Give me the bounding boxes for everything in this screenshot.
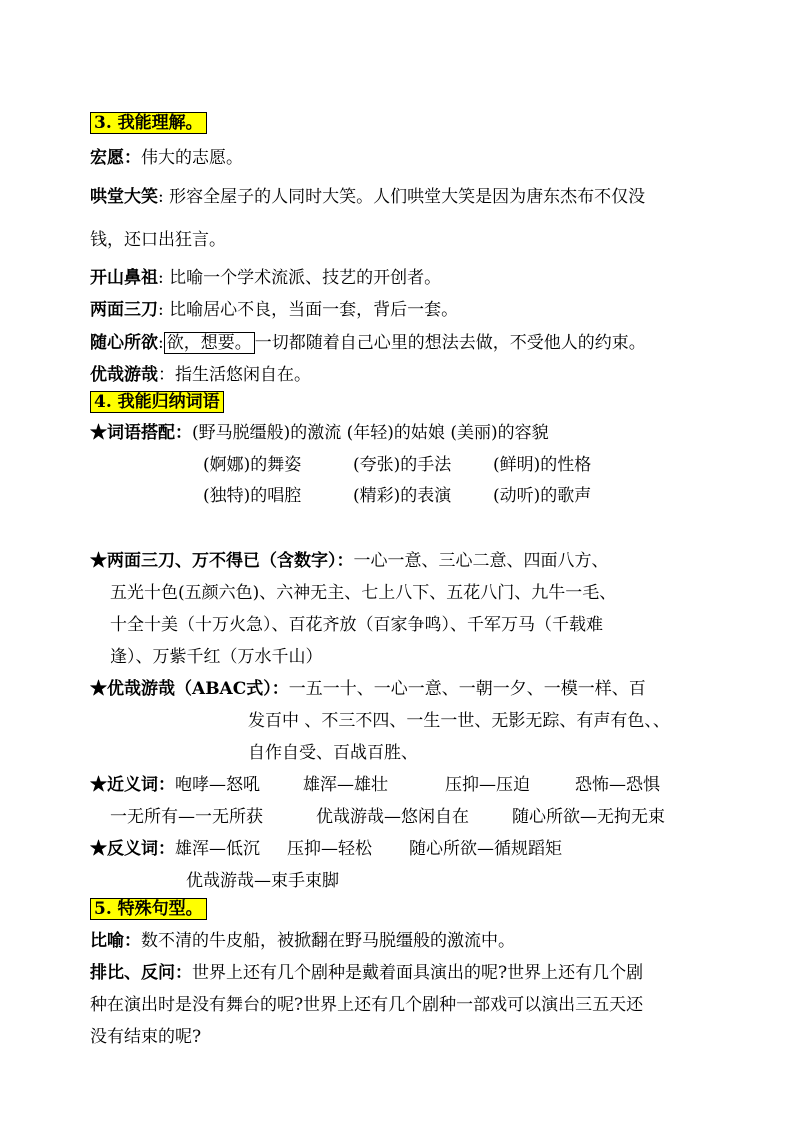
parallel-line: 种在演出时是没有舞台的呢?世界上还有几个剧种一部戏可以演出三五天还 [90, 995, 644, 1015]
number-idioms-line: ★两面三刀、万不得已（含数字）：一心一意、三心二意、四面八方、 [90, 551, 609, 571]
collocation-row: (婀娜)的舞姿 (夸张)的手法 (鲜明)的性格 [203, 455, 592, 475]
parallel-line: 没有结束的呢? [90, 1027, 202, 1047]
synonym-row: 一无所有—一无所获 优哉游哉—悠闲自在 随心所欲—无拘无束 [110, 807, 665, 827]
term-line: 随心所欲: 欲，想要。 一切都随着自己心里的想法去做，不受他人的约束。 [90, 333, 646, 353]
metaphor-line: 比喻：数不清的牛皮船，被掀翻在野马脱缰般的激流中。 [90, 931, 515, 951]
term-line: 哄堂大笑: 形容全屋子的人同时大笑。人们哄堂大笑是因为唐东杰布不仅没 [90, 187, 646, 207]
number-idioms-line: 逢）、万紫千红（万水千山） [110, 647, 323, 667]
number-idioms-line: 十全十美（十万火急）、百花齐放（百家争鸣）、千军万马（千载难 [110, 615, 603, 635]
section-5-heading: 5. 特殊句型。 [90, 898, 207, 920]
boxed-note: 欲，想要。 [164, 332, 255, 354]
antonym-row: 优哉游哉—束手束脚 [186, 871, 339, 891]
collocation-row: (独特)的唱腔 (精彩)的表演 (动听)的歌声 [203, 486, 592, 506]
abac-idioms-line: ★优哉游哉（ABAC式）：一五一十、一心一意、一朝一夕、一模一样、百 [90, 679, 646, 699]
number-idioms-line: 五光十色(五颜六色)、六神无主、七上八下、五花八门、九牛一毛、 [110, 583, 617, 603]
term-line: 开山鼻祖: 比喻一个学术流派、技艺的开创者。 [90, 268, 442, 288]
section-4-heading: 4. 我能归纳词语 [90, 391, 224, 413]
term-line: 宏愿：伟大的志愿。 [90, 148, 243, 168]
abac-idioms-line: 发百中 、不三不四、一生一世、无影无踪、有声有色、、 [248, 711, 670, 731]
collocation-row: ★词语搭配：(野马脱缰般)的激流 (年轻)的姑娘 (美丽)的容貌 [90, 423, 549, 443]
term-line: 两面三刀: 比喻居心不良，当面一套，背后一套。 [90, 300, 459, 320]
term-continuation: 钱，还口出狂言。 [90, 230, 226, 250]
section-3-heading: 3. 我能理解。 [90, 112, 207, 134]
antonym-row: ★反义词：雄浑—低沉 压抑—轻松 随心所欲—循规蹈矩 [90, 839, 562, 859]
term-line: 优哉游哉：指生活悠闲自在。 [90, 365, 311, 385]
abac-idioms-line: 自作自受、百战百胜、 [248, 743, 418, 763]
parallel-line: 排比、反问：世界上还有几个剧种是戴着面具演出的呢?世界上还有几个剧 [90, 963, 644, 983]
synonym-row: ★近义词：咆哮—怒吼 雄浑—雄壮 压抑—压迫 恐怖—恐惧 [90, 775, 660, 795]
